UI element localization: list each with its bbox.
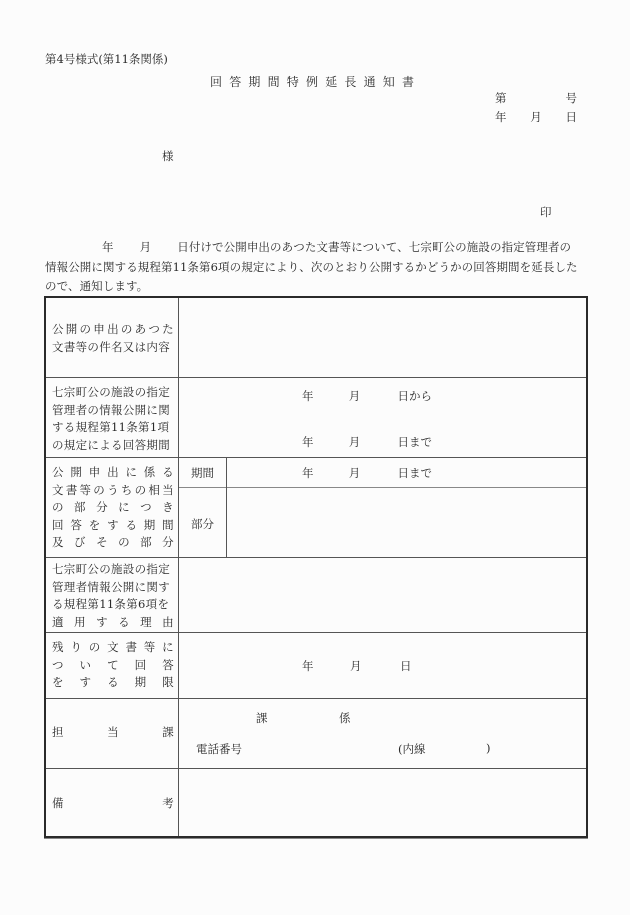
from-year: 年 — [302, 389, 314, 403]
deadline-month: 月 — [350, 659, 362, 673]
body-month: 月 — [139, 240, 152, 254]
body-line-1-text: 日付けで公開申出のあつた文書等について、七宗町公の施設の指定管理者の — [177, 240, 572, 254]
extension-open: (内線 — [398, 742, 426, 756]
label-partial-period: 公 開 申 出 に 係 る 文 書 等 の う ち の 相 当 の 部 分 に つ き 回 答 を す る 期 間 及 び そ の 部 分 — [52, 465, 174, 549]
document-number — [495, 90, 577, 106]
body-year: 年 — [102, 240, 114, 254]
sub-label-portion: 部分 — [191, 517, 214, 531]
remaining-deadline-field[interactable] — [302, 658, 432, 674]
addressee-suffix: 様 — [162, 149, 174, 163]
notice-body — [45, 238, 585, 297]
partial-year: 年 — [302, 466, 314, 480]
form-number: 第4号様式(第11条関係) — [45, 52, 168, 66]
deadline-day: 日 — [400, 659, 412, 673]
body-line-1 — [45, 238, 585, 258]
label-reason: 七宗町公の施設の指定 管理者情報公開に関す る規程第11条第6項を 適 用 す る 理 由 — [52, 562, 174, 629]
section-label: 課 — [256, 711, 268, 725]
row-divider — [46, 377, 586, 378]
doc-number-suffix: 号 — [565, 91, 577, 105]
from-day: 日から — [397, 389, 432, 403]
period-to-field[interactable] — [302, 434, 432, 450]
column-divider — [178, 298, 179, 836]
row-divider — [46, 457, 586, 458]
to-day: 日まで — [397, 435, 432, 449]
row-divider — [46, 768, 586, 769]
to-year: 年 — [302, 435, 314, 449]
to-month: 月 — [348, 435, 361, 449]
sub-column-divider — [226, 457, 227, 557]
row-divider — [46, 698, 586, 699]
date-month: 月 — [530, 110, 542, 124]
partial-month: 月 — [348, 466, 361, 480]
row-divider — [46, 557, 586, 558]
subsection-label: 係 — [339, 711, 351, 725]
from-month: 月 — [348, 389, 361, 403]
date-day: 日 — [565, 110, 577, 124]
document-title: 回答期間特例延長通知書 — [210, 75, 422, 89]
label-remaining-deadline: 残 り の 文 書 等 に つ い て 回 答 を す る 期 限 — [52, 640, 174, 689]
notice-table — [44, 296, 588, 838]
body-line-3: ので、通知します。 — [45, 279, 149, 293]
doc-number-prefix: 第 — [495, 91, 507, 105]
date-year: 年 — [495, 110, 507, 124]
partial-day: 日まで — [397, 466, 432, 480]
portion-field[interactable] — [228, 489, 584, 555]
body-line-2: 情報公開に関する規程第11条第6項の規定により、次のとおり公開するかどうかの回答期間を延長した — [45, 259, 578, 274]
label-department: 担 当 課 — [52, 725, 174, 739]
label-document-subject: 公 開 の 申 出 の あ つ た 文書等の件名又は内容 — [52, 322, 174, 354]
extension-close: ) — [486, 741, 491, 755]
remarks-field[interactable] — [180, 770, 586, 834]
document-subject-field[interactable] — [180, 299, 586, 376]
issue-date — [495, 109, 577, 125]
label-remarks: 備 考 — [52, 796, 174, 810]
row-divider — [46, 632, 586, 633]
seal-mark: 印 — [540, 205, 552, 219]
label-response-period: 七宗町公の施設の指定 管理者の情報公開に関 する規程第11条第1項 の規定による回答期間 — [52, 385, 170, 452]
phone-label: 電話番号 — [196, 742, 242, 756]
sub-label-period: 期間 — [191, 466, 214, 480]
period-from-field[interactable] — [302, 388, 432, 404]
deadline-year: 年 — [302, 659, 314, 673]
reason-field[interactable] — [180, 559, 586, 631]
sub-row-divider — [179, 487, 586, 488]
partial-period-field[interactable] — [302, 465, 432, 481]
